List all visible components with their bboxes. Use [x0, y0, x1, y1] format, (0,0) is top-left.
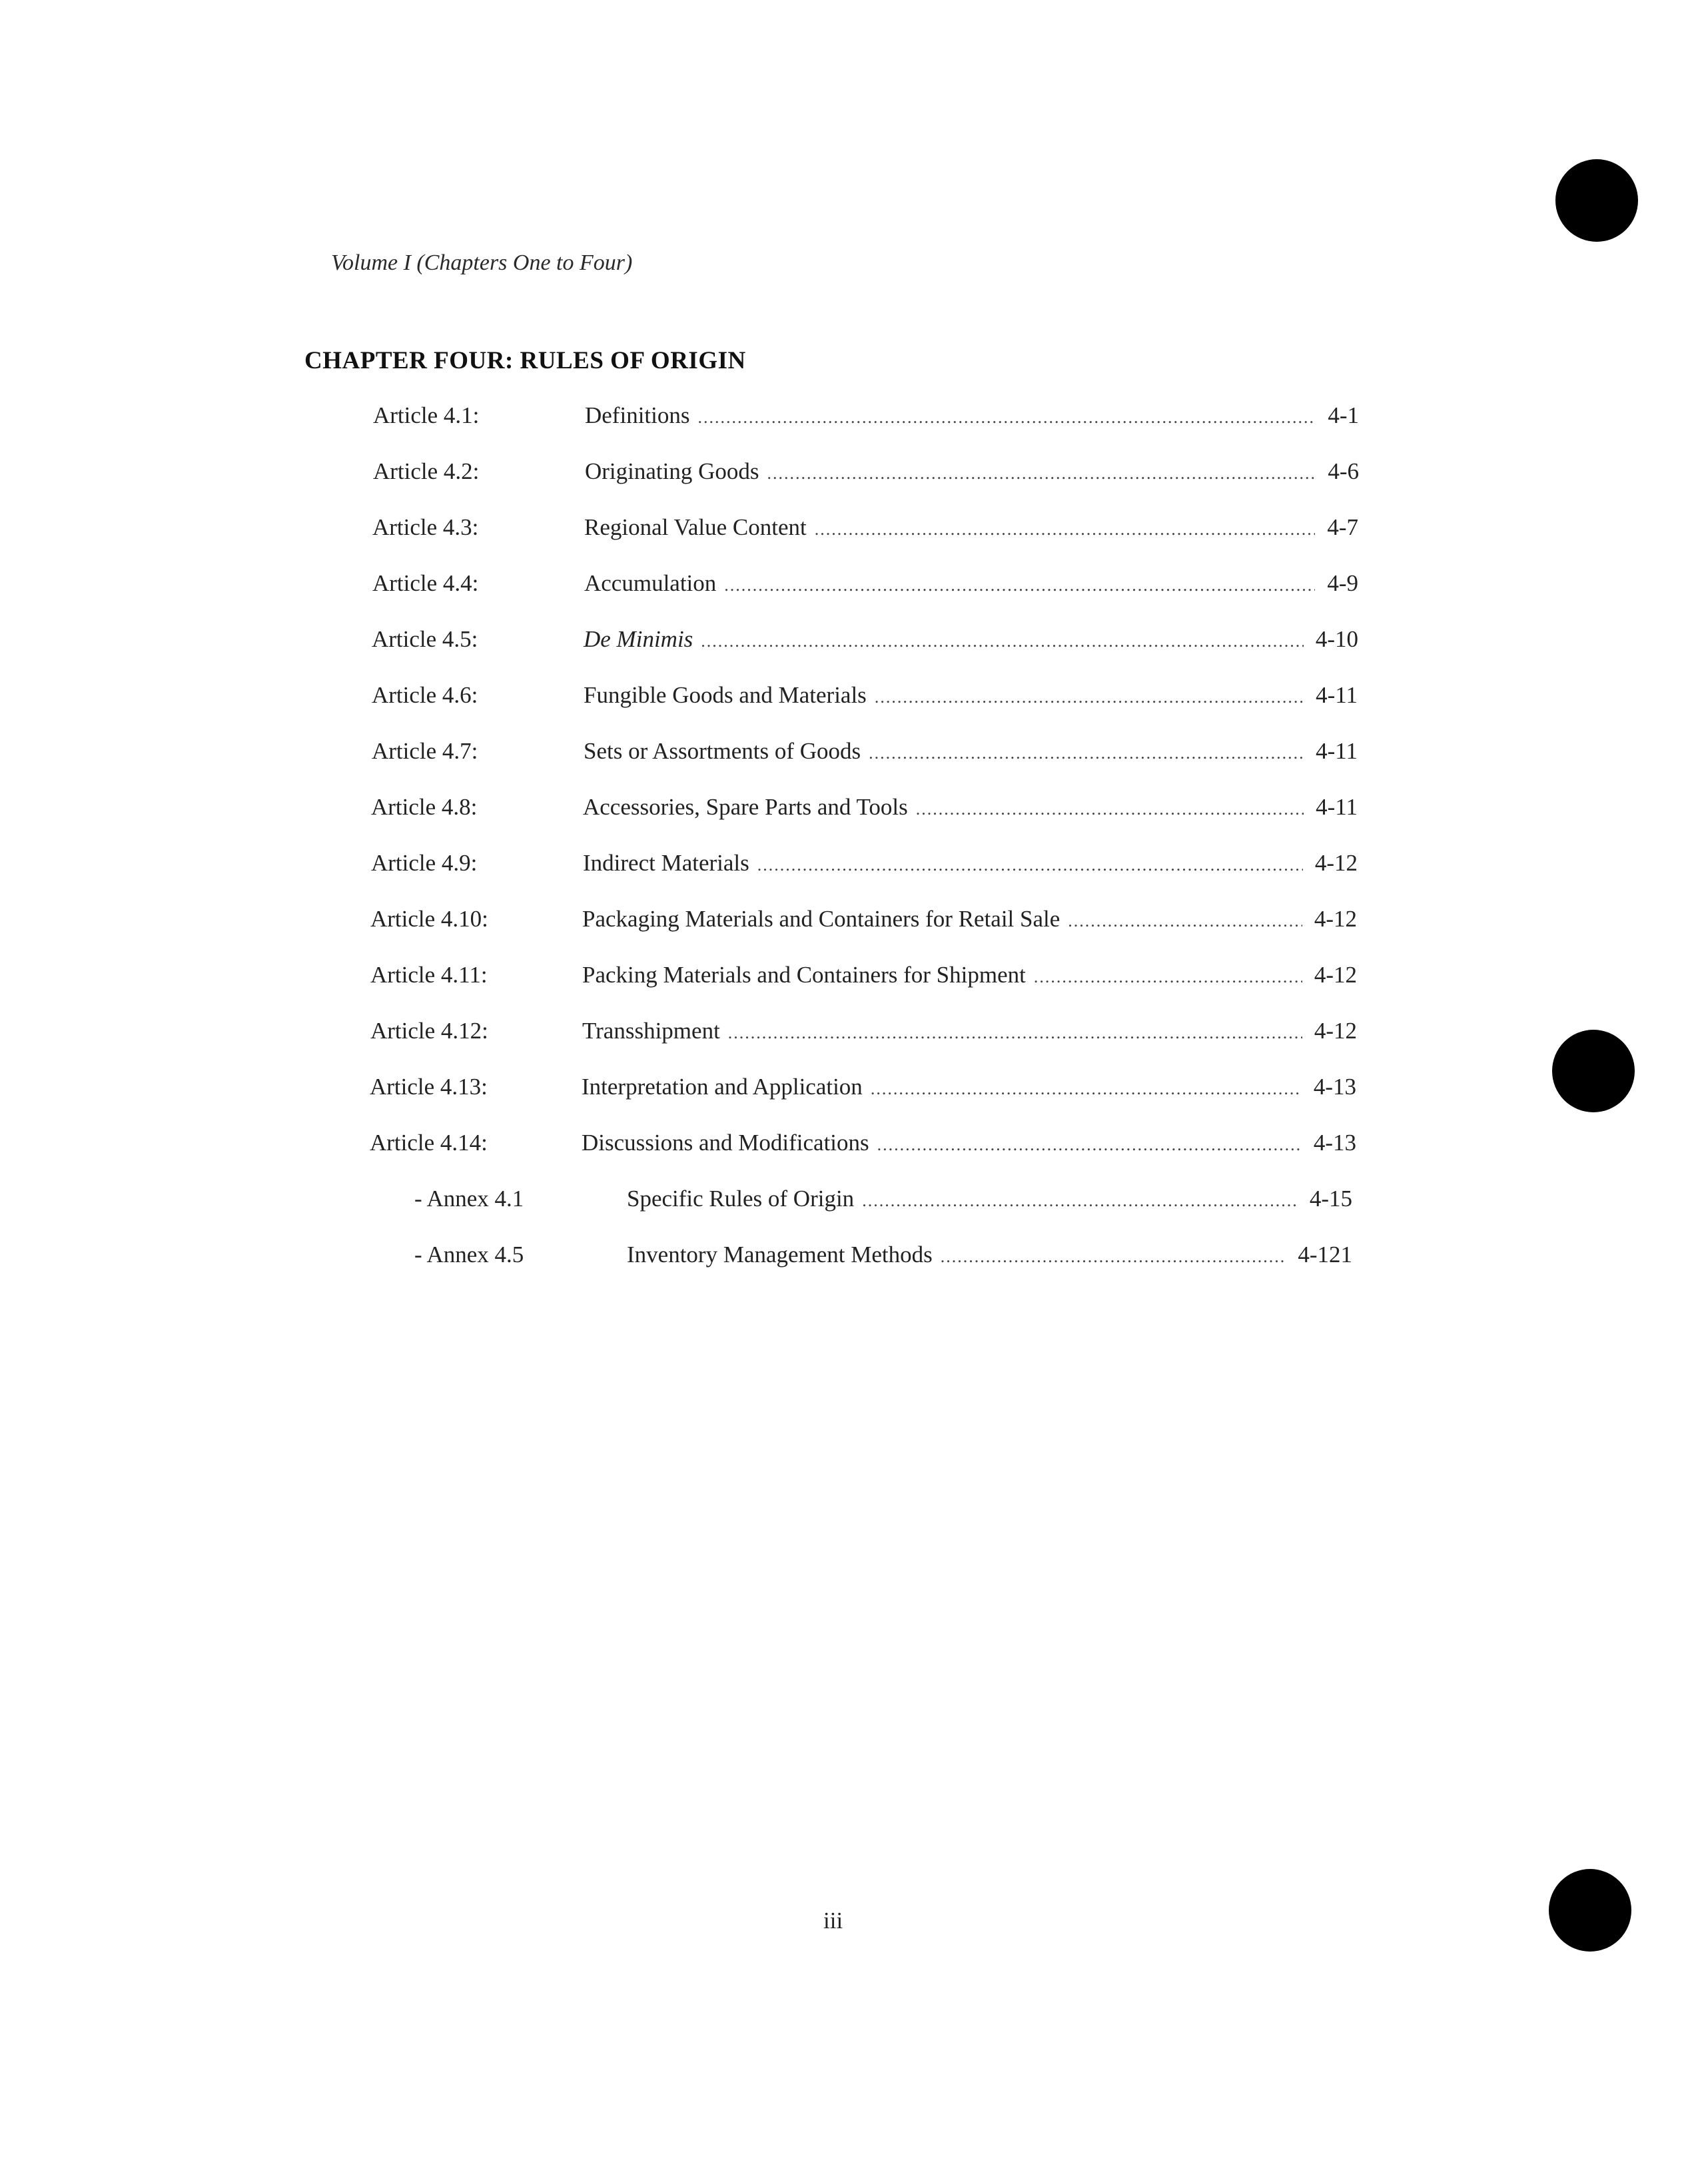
toc-entry-title: Accumulation — [584, 570, 717, 596]
toc-entry-line — [582, 1074, 1356, 1100]
toc-dot-leader — [767, 464, 1316, 484]
toc-dot-leader — [871, 1079, 1302, 1099]
toc-page-number: 4-7 — [1327, 514, 1358, 540]
toc-article-number: Article 4.14: — [370, 1130, 488, 1156]
toc-row — [0, 1018, 1692, 1051]
toc-entry-line — [582, 1018, 1357, 1044]
toc-dot-leader — [869, 743, 1304, 763]
toc-entry-line — [627, 1186, 1352, 1212]
toc-page-number: 4-15 — [1309, 1186, 1352, 1212]
toc-page-number: 4-13 — [1313, 1130, 1356, 1156]
toc-entry-title: Transshipment — [582, 1018, 720, 1044]
toc-entry-line — [585, 402, 1359, 429]
toc-row — [0, 1130, 1692, 1163]
toc-row — [0, 626, 1692, 659]
toc-entry-line — [582, 962, 1357, 988]
toc-entry-title: Definitions — [585, 402, 690, 428]
toc-article-number: Article 4.3: — [372, 514, 479, 540]
toc-dot-leader — [1068, 911, 1302, 931]
toc-dot-leader — [724, 575, 1315, 595]
toc-page-number: 4-121 — [1298, 1242, 1352, 1268]
toc-page-number: 4-6 — [1328, 458, 1359, 484]
toc-entry-title: De Minimis — [584, 626, 693, 652]
toc-page-number: 4-12 — [1314, 962, 1357, 988]
toc-entry-title: Fungible Goods and Materials — [584, 682, 867, 708]
toc-row — [0, 794, 1692, 827]
toc-row — [0, 402, 1692, 436]
toc-row — [0, 1074, 1692, 1107]
toc-dot-leader — [875, 687, 1304, 707]
toc-dot-leader — [728, 1023, 1302, 1043]
toc-entry-line — [584, 682, 1358, 709]
toc-row — [0, 906, 1692, 939]
toc-article-number: Article 4.1: — [373, 402, 480, 428]
toc-article-number: Article 4.9: — [371, 850, 478, 876]
toc-annex-number: - Annex 4.1 — [414, 1186, 524, 1212]
toc-row — [0, 1186, 1692, 1219]
toc-article-number: Article 4.10: — [370, 906, 488, 932]
toc-article-number: Article 4.8: — [371, 794, 478, 820]
toc-entry-title: Packing Materials and Containers for Shipment — [582, 962, 1026, 988]
toc-entry-title: Regional Value Content — [584, 514, 807, 540]
toc-annex-number: - Annex 4.5 — [414, 1242, 524, 1268]
punch-hole-top — [1555, 159, 1638, 242]
toc-article-number: Article 4.4: — [372, 570, 479, 596]
toc-page-number: 4-13 — [1313, 1074, 1356, 1100]
toc-page-number: 4-11 — [1316, 682, 1358, 708]
toc-page-number: 4-9 — [1327, 570, 1358, 596]
toc-dot-leader — [877, 1135, 1302, 1155]
toc-page-number: 4-11 — [1316, 794, 1358, 820]
toc-entry-line — [584, 626, 1358, 653]
toc-row — [0, 514, 1692, 547]
toc-entry-line — [627, 1242, 1352, 1268]
toc-entry-title: Packaging Materials and Containers for Retail Sale — [582, 906, 1060, 932]
toc-page-number: 4-10 — [1315, 626, 1358, 652]
toc-dot-leader — [862, 1191, 1298, 1211]
toc-entry-line — [582, 1130, 1356, 1156]
toc-entry-title: Specific Rules of Origin — [627, 1186, 855, 1212]
toc-row — [0, 570, 1692, 603]
toc-article-number: Article 4.2: — [373, 458, 480, 484]
volume-heading: Volume I (Chapters One to Four) — [331, 250, 633, 275]
toc-entry-line — [584, 570, 1358, 597]
toc-row — [0, 850, 1692, 883]
toc-dot-leader — [701, 631, 1304, 651]
toc-row — [0, 1242, 1692, 1275]
page-number: iii — [823, 1908, 843, 1934]
toc-page-number: 4-12 — [1314, 1018, 1357, 1044]
toc-article-number: Article 4.7: — [372, 738, 478, 764]
toc-entry-title: Indirect Materials — [583, 850, 749, 876]
toc-article-number: Article 4.5: — [372, 626, 478, 652]
toc-entry-line — [584, 514, 1358, 541]
toc-entry-title: Discussions and Modifications — [582, 1130, 869, 1156]
toc-row — [0, 458, 1692, 492]
toc-article-number: Article 4.6: — [372, 682, 478, 708]
toc-entry-title: Originating Goods — [585, 458, 759, 484]
toc-entry-title: Inventory Management Methods — [627, 1242, 933, 1268]
toc-entry-line — [583, 794, 1358, 821]
toc-dot-leader — [697, 408, 1316, 428]
toc-entry-line — [582, 906, 1357, 932]
toc-page-number: 4-1 — [1328, 402, 1359, 428]
toc-row — [0, 738, 1692, 771]
toc-dot-leader — [815, 520, 1316, 540]
chapter-title: CHAPTER FOUR: RULES OF ORIGIN — [304, 347, 746, 374]
toc-page-number: 4-11 — [1316, 738, 1358, 764]
toc-entry-line — [584, 738, 1358, 765]
toc-entry-line — [585, 458, 1359, 485]
toc-entry-title: Sets or Assortments of Goods — [584, 738, 861, 764]
toc-page-number: 4-12 — [1314, 850, 1358, 876]
toc-article-number: Article 4.11: — [370, 962, 488, 988]
toc-dot-leader — [757, 855, 1303, 875]
toc-dot-leader — [916, 799, 1304, 819]
toc-entry-title: Accessories, Spare Parts and Tools — [583, 794, 908, 820]
toc-row — [0, 962, 1692, 995]
toc-article-number: Article 4.12: — [370, 1018, 488, 1044]
toc-row — [0, 682, 1692, 715]
toc-entry-title: Interpretation and Application — [582, 1074, 863, 1100]
toc-dot-leader — [941, 1247, 1286, 1267]
punch-hole-bottom — [1549, 1869, 1631, 1952]
toc-article-number: Article 4.13: — [370, 1074, 488, 1100]
toc-entry-line — [583, 850, 1358, 877]
toc-dot-leader — [1034, 967, 1302, 987]
toc-page-number: 4-12 — [1314, 906, 1357, 932]
